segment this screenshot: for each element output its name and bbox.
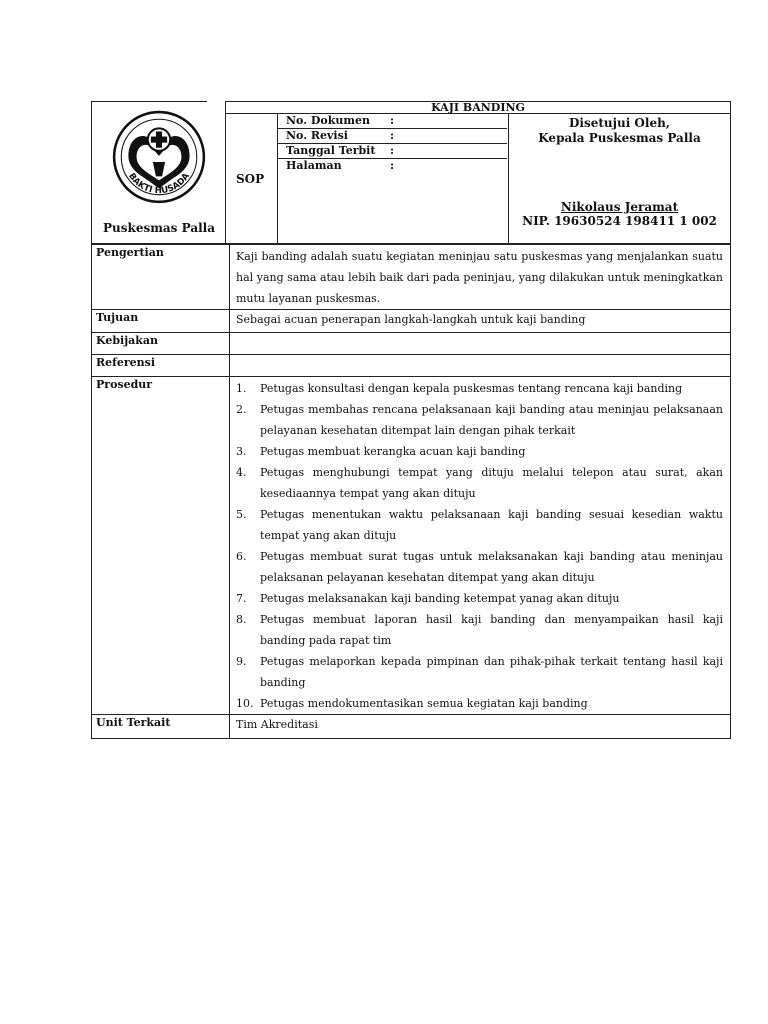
referensi-text [230, 355, 731, 377]
step-number: 7. [236, 592, 247, 605]
step-number: 9. [236, 655, 247, 668]
approver-name: Nikolaus Jeramat [560, 200, 679, 214]
referensi-label: Referensi [92, 355, 230, 377]
page-label: Halaman [286, 159, 342, 172]
unit-terkait-label: Unit Terkait [92, 715, 230, 739]
list-item [236, 588, 723, 609]
step-text: Petugas menentukan waktu pelaksanaan kaji banding sesuai kesedian waktu tempat yang akan dituju [260, 508, 723, 542]
sop-cell [225, 114, 277, 244]
approval-line2: Kepala Puskesmas Palla [538, 131, 701, 145]
step-number: 4. [236, 466, 247, 479]
logo-cell [91, 101, 226, 244]
list-item [236, 693, 723, 714]
clinic-name: Puskesmas Palla [103, 221, 215, 235]
row-prosedur [92, 377, 731, 715]
page-sep: : [390, 159, 395, 172]
list-item [236, 651, 723, 693]
tujuan-text: Sebagai acuan penerapan langkah-langkah untuk kaji banding [230, 310, 731, 333]
document-header [91, 101, 731, 244]
list-item [236, 546, 723, 588]
step-text: Petugas membuat kerangka acuan kaji banding [260, 445, 526, 458]
step-number: 10. [236, 697, 254, 710]
kebijakan-text [230, 333, 731, 355]
pengertian-text: Kaji banding adalah suatu kegiatan meninjau satu puskesmas yang menjalankan suatu hal yang sama atau lebih baik dari pada peninjau, yang dilakukan untuk meningkatkan mutu layanan puskesmas. [230, 245, 731, 310]
step-number: 3. [236, 445, 247, 458]
step-number: 2. [236, 403, 247, 416]
step-number: 1. [236, 382, 247, 395]
step-text: Petugas membahas rencana pelaksanaan kaji banding atau meninjau pelaksanaan pelayanan kesehatan ditempat lain dengan pihak terkait [260, 403, 723, 437]
revision-label: No. Revisi [286, 129, 348, 142]
pengertian-label: Pengertian [92, 245, 230, 310]
step-number: 6. [236, 550, 247, 563]
row-pengertian [92, 245, 731, 310]
prosedur-steps [236, 378, 723, 714]
list-item [236, 399, 723, 441]
revision-row [278, 129, 507, 144]
step-text: Petugas mendokumentasikan semua kegiatan kaji banding [260, 697, 588, 710]
step-text: Petugas membuat surat tugas untuk melaksanakan kaji banding atau meninjau pelaksanan pelayanan kesehatan ditempat yang akan dituju [260, 550, 723, 584]
step-text: Petugas konsultasi dengan kepala puskesmas tentang rencana kaji banding [260, 382, 683, 395]
issue-date-sep: : [390, 144, 395, 157]
approval-cell [508, 114, 731, 244]
step-number: 5. [236, 508, 247, 521]
sop-label: SOP [236, 172, 265, 186]
list-item [236, 462, 723, 504]
row-unit-terkait [92, 715, 731, 739]
doc-number-row [278, 114, 507, 129]
page-row [278, 159, 507, 173]
logo-text: BAKTI HUSADA [126, 171, 192, 197]
step-text: Petugas melaporkan kepada pimpinan dan pihak-pihak terkait tentang hasil kaji banding [260, 655, 723, 689]
approver-nip: NIP. 19630524 198411 1 002 [522, 214, 717, 228]
list-item [236, 504, 723, 546]
revision-sep: : [390, 129, 395, 142]
row-kebijakan [92, 333, 731, 355]
document-info-cell [277, 114, 508, 244]
prosedur-cell [230, 377, 731, 715]
unit-terkait-text: Tim Akreditasi [230, 715, 731, 739]
step-text: Petugas melaksanakan kaji banding ketempat yanag akan dituju [260, 592, 620, 605]
sop-content-table [91, 244, 731, 739]
bakti-husada-logo-icon [108, 109, 210, 211]
kebijakan-label: Kebijakan [92, 333, 230, 355]
prosedur-label: Prosedur [92, 377, 230, 715]
tujuan-label: Tujuan [92, 310, 230, 333]
document-title: KAJI BANDING [225, 101, 731, 114]
step-number: 8. [236, 613, 247, 626]
list-item [236, 441, 723, 462]
doc-number-sep: : [390, 114, 395, 127]
step-text: Petugas membuat laporan hasil kaji banding dan menyampaikan hasil kaji banding pada rapat tim [260, 613, 723, 647]
list-item [236, 609, 723, 651]
row-tujuan [92, 310, 731, 333]
row-referensi [92, 355, 731, 377]
list-item [236, 378, 723, 399]
step-text: Petugas menghubungi tempat yang dituju melalui telepon atau surat, akan kesediaannya tempat yang akan dituju [260, 466, 723, 500]
approval-line1: Disetujui Oleh, [569, 116, 670, 130]
doc-number-label: No. Dokumen [286, 114, 370, 127]
issue-date-row [278, 144, 507, 159]
issue-date-label: Tanggal Terbit [286, 144, 376, 157]
